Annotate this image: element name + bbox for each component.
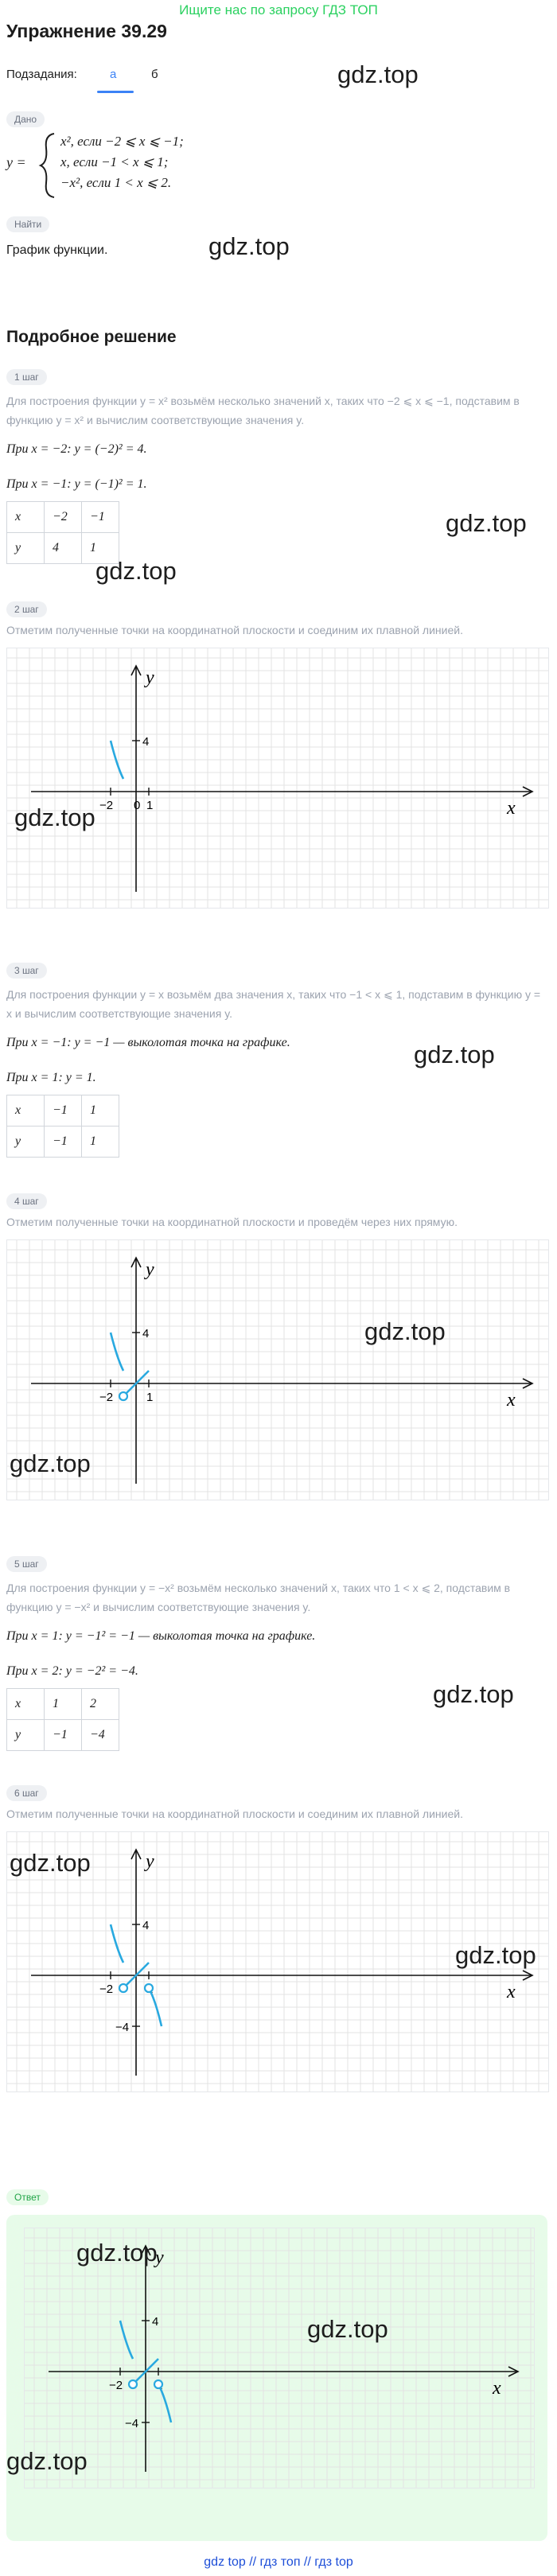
step-3-line-1: При x = −1: y = −1 — выколотая точка на графике.	[6, 1036, 290, 1049]
table-cell: 1	[82, 1127, 119, 1158]
watermark: gdz.top	[307, 2315, 388, 2343]
table-cell: y	[7, 1127, 45, 1158]
step-1-text: Для построения функции y = x² возьмём несколько значений x, таких что −2 ⩽ x ⩽ −1, подставим в функцию y = x² и вычислим соответствующие значения y.	[6, 395, 520, 426]
watermark: gdz.top	[455, 1941, 536, 1969]
step-6-text: Отметим полученные точки на координатной плоскости и соединим их плавной линией.	[6, 1807, 463, 1820]
step-1-line-2: При x = −1: y = (−1)² = 1.	[6, 477, 147, 491]
y-tick-label: 4	[142, 1919, 150, 1932]
watermark: gdz.top	[14, 804, 95, 831]
table-cell: −1	[82, 502, 119, 533]
y-axis-label: y	[146, 1851, 154, 1872]
x-axis-label: x	[507, 1982, 516, 2002]
page-title: Упражнение 39.29	[6, 21, 167, 41]
case-1: x², если −2 ⩽ x ⩽ −1;	[60, 134, 184, 149]
table-cell: −1	[45, 1095, 82, 1127]
watermark: gdz.top	[208, 232, 290, 260]
y-axis-label: y	[155, 2247, 164, 2268]
table-cell: 1	[82, 533, 119, 564]
x-axis-label: x	[493, 2378, 501, 2399]
table-cell: x	[7, 1095, 45, 1127]
table-cell: 1	[82, 1095, 119, 1127]
table-cell: 1	[45, 1689, 82, 1720]
step-1-table	[6, 501, 119, 564]
hollow-point	[145, 1984, 153, 1992]
step-2-pill: 2 шаг	[6, 601, 47, 617]
x-tick-label: −2	[99, 799, 114, 812]
step-4-text: Отметим полученные точки на координатной плоскости и проведём через них прямую.	[6, 1216, 458, 1228]
tab-active-indicator	[97, 91, 134, 93]
y-axis-label: y	[146, 667, 154, 688]
step-6-pill: 6 шаг	[6, 1785, 47, 1801]
x-axis-label: x	[507, 798, 516, 819]
step-5-line-1: При x = 1: y = −1² = −1 — выколотая точка на графике.	[6, 1629, 316, 1643]
x-tick-label: 1	[146, 799, 154, 812]
step-5-line-2: При x = 2: y = −2² = −4.	[6, 1664, 138, 1678]
watermark: gdz.top	[10, 1449, 91, 1477]
x-tick-label: 0	[134, 799, 141, 812]
hollow-point	[129, 2380, 137, 2388]
y-tick-label: 4	[142, 735, 150, 749]
brace-icon	[38, 132, 57, 199]
y-tick-label: −4	[115, 2021, 130, 2034]
hollow-point	[119, 1984, 127, 1992]
step-3-pill: 3 шаг	[6, 963, 47, 979]
solution-title: Подробное решение	[6, 328, 177, 346]
hollow-point	[119, 1392, 127, 1400]
x-tick-label: −2	[109, 2379, 123, 2392]
step-1-pill: 1 шаг	[6, 369, 47, 385]
watermark: gdz.top	[76, 2239, 158, 2267]
y-axis-label: y	[146, 1259, 154, 1280]
step-3-table	[6, 1095, 119, 1158]
x-tick-label: 1	[146, 1391, 154, 1404]
table-cell: 2	[82, 1689, 119, 1720]
step-1-line-1: При x = −2: y = (−2)² = 4.	[6, 442, 147, 456]
answer-pill: Ответ	[6, 2189, 49, 2205]
table-cell: y	[7, 1720, 45, 1751]
table-cell: −1	[45, 1720, 82, 1751]
table-cell: −1	[45, 1127, 82, 1158]
watermark: gdz.top	[337, 60, 419, 88]
y-tick-label: 4	[142, 1327, 150, 1341]
hollow-point	[154, 2380, 162, 2388]
table-cell: −2	[45, 502, 82, 533]
banner[interactable]: Ищите нас по запросу ГДЗ ТОП	[179, 2, 378, 18]
chart-step-2	[6, 648, 549, 909]
case-2: x, если −1 < x ⩽ 1;	[60, 154, 169, 169]
step-2-text: Отметим полученные точки на координатной плоскости и соединим их плавной линией.	[6, 624, 463, 636]
tab-b[interactable]: б	[151, 68, 158, 81]
watermark: gdz.top	[6, 2447, 88, 2475]
table-cell: y	[7, 533, 45, 564]
find-text: График функции.	[6, 243, 108, 257]
step-4-pill: 4 шаг	[6, 1193, 47, 1209]
x-tick-label: −2	[99, 1391, 114, 1404]
case-3: −x², если 1 < x ⩽ 2.	[60, 175, 172, 190]
watermark: gdz.top	[414, 1041, 495, 1068]
y-equals: y =	[6, 154, 26, 170]
step-5-table	[6, 1688, 119, 1751]
table-cell: −4	[82, 1720, 119, 1751]
step-3-line-2: При x = 1: y = 1.	[6, 1071, 96, 1084]
watermark: gdz.top	[433, 1680, 514, 1708]
find-pill: Найти	[6, 216, 49, 232]
step-5-text: Для построения функции y = −x² возьмём несколько значений x, таких что 1 < x ⩽ 2, подставим в функцию y = −x² и вычислим соответствующие значения y.	[6, 1582, 511, 1613]
table-cell: x	[7, 1689, 45, 1720]
x-tick-label: −2	[99, 1983, 114, 1996]
step-5-pill: 5 шаг	[6, 1556, 47, 1572]
y-tick-label: −4	[125, 2417, 139, 2430]
x-axis-label: x	[507, 1390, 516, 1411]
step-3-text: Для построения функции y = x возьмём два значения x, таких что −1 < x ⩽ 1, подставим в функцию y = x и вычислим соответствующие значения y.	[6, 988, 541, 1020]
y-tick-label: 4	[152, 2315, 159, 2329]
table-cell: x	[7, 502, 45, 533]
watermark: gdz.top	[446, 509, 527, 537]
watermark: gdz.top	[95, 557, 177, 585]
footer-links[interactable]: gdz top // гдз топ // гдз top	[204, 2555, 353, 2569]
subtasks-label: Подзадания:	[6, 68, 77, 81]
watermark: gdz.top	[10, 1849, 91, 1877]
given-pill: Дано	[6, 111, 45, 127]
tab-a[interactable]: а	[110, 68, 117, 81]
watermark: gdz.top	[364, 1317, 446, 1345]
table-cell: 4	[45, 533, 82, 564]
